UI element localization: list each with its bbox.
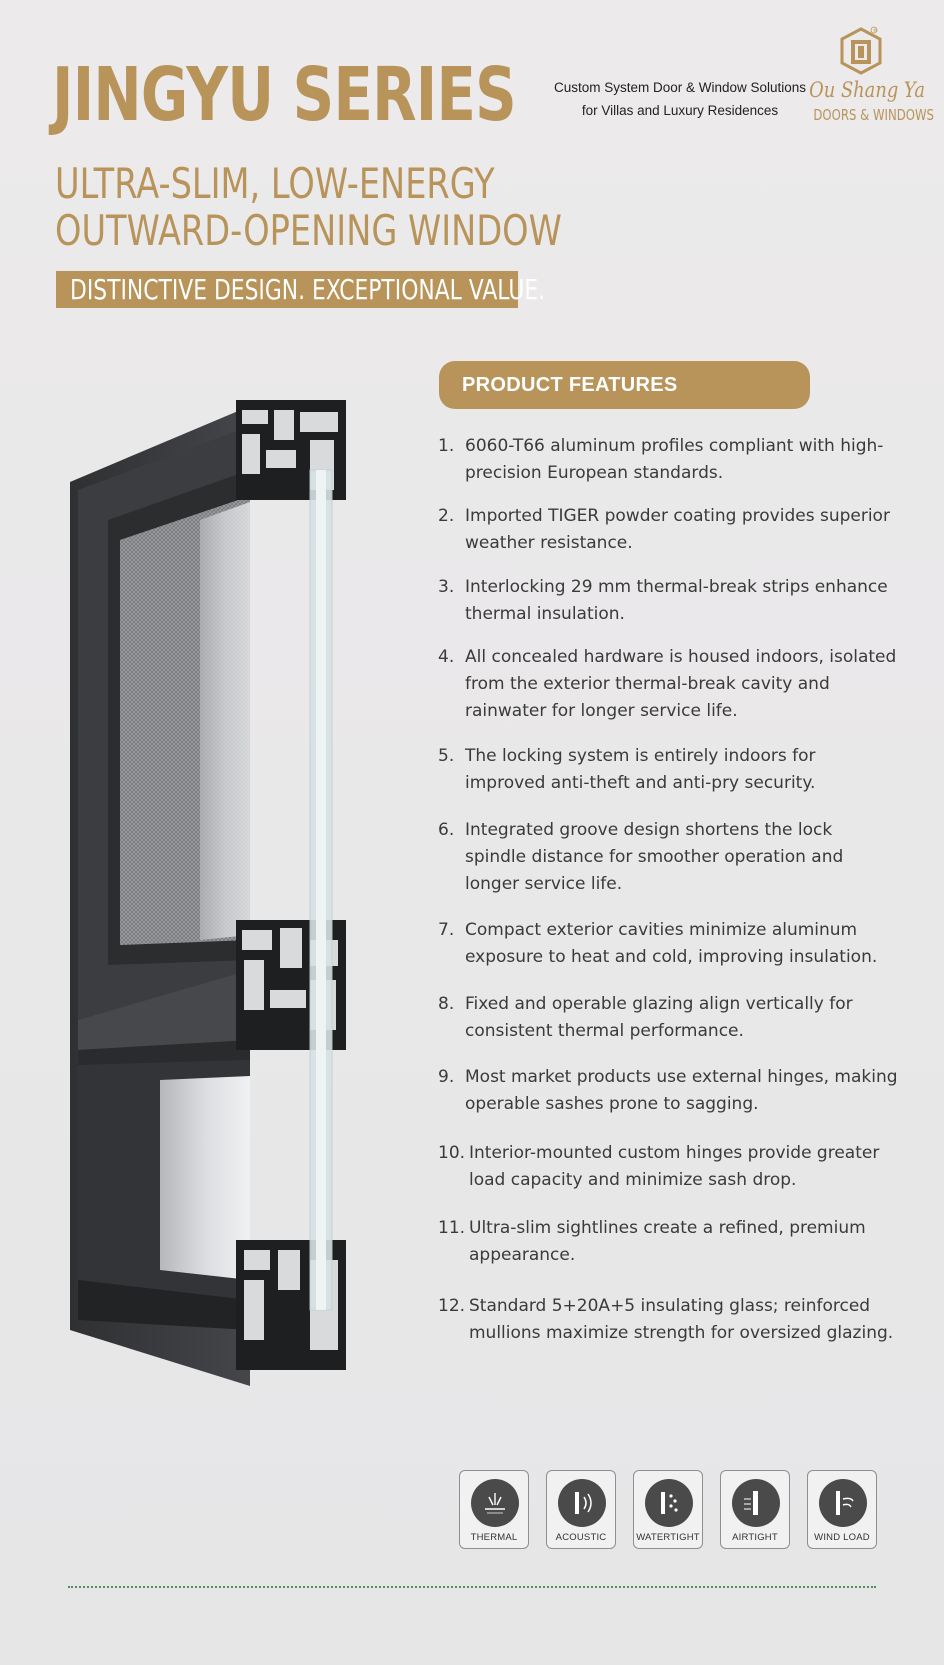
feature-number: 2. [438,506,455,526]
acoustic-badge [546,1470,616,1549]
description-line-2: for Villas and Luxury Residences [581,103,779,118]
thermal-badge [459,1470,529,1549]
product-subtitle [55,160,562,254]
feature-item [438,917,898,971]
feature-text: Compact exterior cavities minimize aluminum exposure to heat and cold, improving insulation. [465,920,878,967]
feature-text: The locking system is entirely indoors for improved anti-theft and anti-pry security. [465,746,816,793]
feature-number: 11. [438,1218,466,1238]
feature-text: Fixed and operable glazing align vertically for consistent thermal performance. [465,994,853,1041]
product-features-title: PRODUCT FEATURES [462,374,678,396]
registered-mark: ® [872,28,878,34]
watertight-label: WATERTIGHT [636,1532,700,1543]
watertight-icon [645,1479,693,1527]
feature-item [438,1293,898,1347]
feature-number: 9. [438,1067,455,1087]
door-logo-icon [838,26,884,76]
feature-text: Standard 5+20A+5 insulating glass; reinforced mullions maximize strength for oversized glazing. [469,1296,894,1343]
feature-number: 8. [438,994,455,1014]
thermal-icon [471,1479,519,1527]
description-line-1: Custom System Door & Window Solutions [553,80,807,95]
feature-item [438,991,898,1045]
header-description [545,76,815,122]
feature-number: 12. [438,1296,466,1316]
feature-number: 4. [438,647,455,667]
feature-text: Interlocking 29 mm thermal-break strips enhance thermal insulation. [465,577,888,624]
wind-load-badge [807,1470,877,1549]
feature-text: Integrated groove design shortens the lock spindle distance for smoother operation and longer service life. [465,820,844,894]
watertight-badge [633,1470,703,1549]
feature-text: 6060-T66 aluminum profiles compliant with high-precision European standards. [465,436,884,483]
wind-load-label: WIND LOAD [814,1532,870,1543]
brand-subtitle: DOORS & WINDOWS [813,106,934,124]
brand-name: Ou Shang Ya [809,78,925,102]
feature-number: 7. [438,920,455,940]
wind-load-icon [819,1479,867,1527]
subtitle-line-2: OUTWARD-OPENING WINDOW [55,206,562,255]
feature-item [438,644,898,725]
window-cross-section-illustration [60,400,380,1390]
acoustic-icon [558,1479,606,1527]
feature-item [438,1215,898,1269]
airtight-icon [732,1479,780,1527]
feature-text: Ultra-slim sightlines create a refined, premium appearance. [469,1218,866,1265]
feature-text: Interior-mounted custom hinges provide greater load capacity and minimize sash drop. [469,1143,880,1190]
feature-item [438,817,898,898]
footer-divider [68,1586,876,1588]
feature-number: 10. [438,1143,466,1163]
acoustic-label: ACOUSTIC [555,1532,607,1543]
feature-item [438,743,898,797]
series-title: JINGYU SERIES [52,52,516,138]
feature-item [438,433,898,487]
feature-text: Imported TIGER powder coating provides superior weather resistance. [465,506,890,553]
feature-text: All concealed hardware is housed indoors, isolated from the exterior thermal-break cavity and rainwater for longer service life. [465,647,897,721]
feature-number: 1. [438,436,455,456]
subtitle-line-1: ULTRA-SLIM, LOW-ENERGY [55,159,495,208]
feature-item [438,1064,898,1118]
feature-number: 3. [438,577,455,597]
airtight-badge [720,1470,790,1549]
feature-number: 5. [438,746,455,766]
feature-number: 6. [438,820,455,840]
thermal-label: THERMAL [470,1532,518,1543]
airtight-label: AIRTIGHT [732,1532,778,1543]
feature-item [438,503,898,557]
feature-item [438,1140,898,1194]
tagline: DISTINCTIVE DESIGN. EXCEPTIONAL VALUE. [70,273,546,306]
feature-item [438,574,898,628]
brand-block [800,26,934,124]
feature-text: Most market products use external hinges, making operable sashes prone to sagging. [465,1067,898,1114]
